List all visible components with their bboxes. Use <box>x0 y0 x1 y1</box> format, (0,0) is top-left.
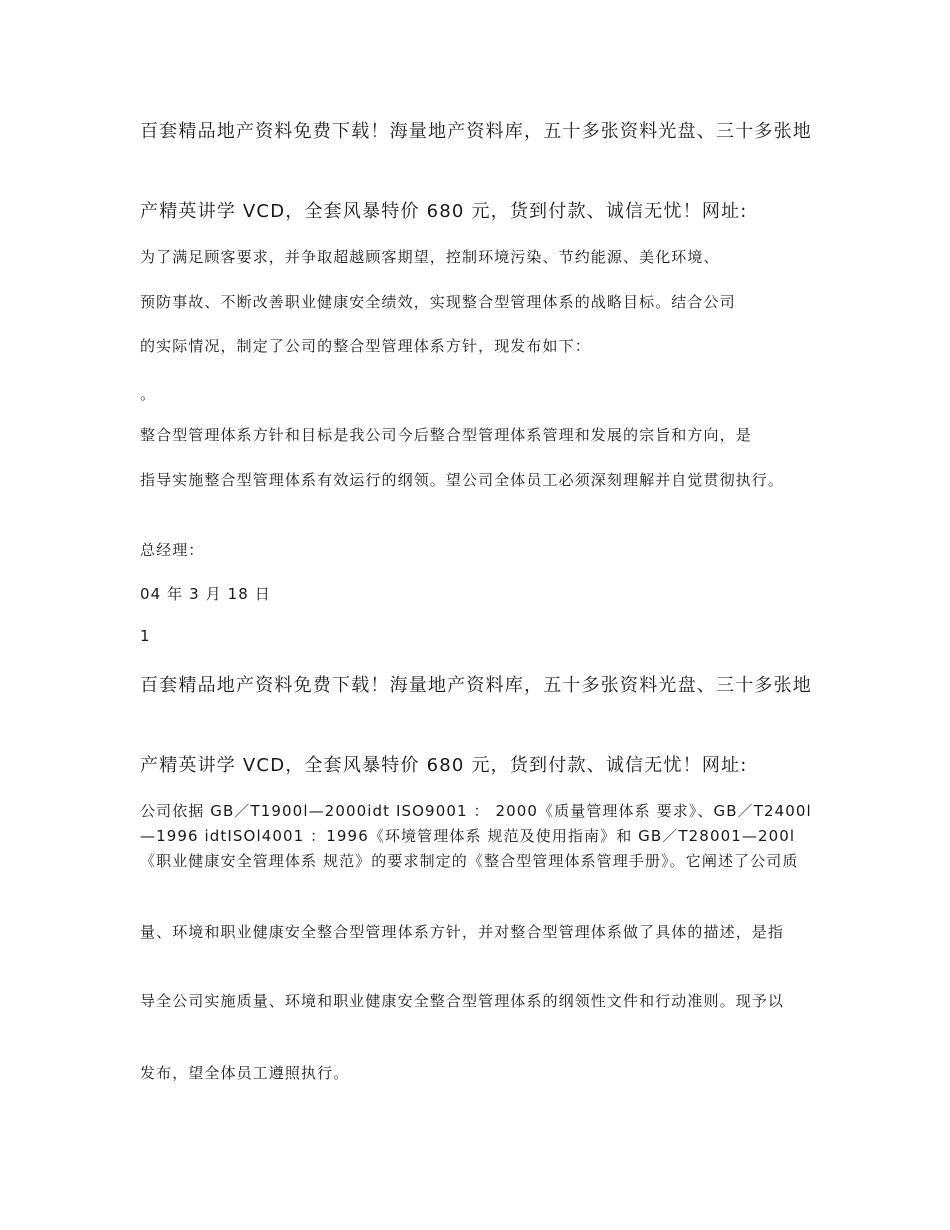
paragraph: 发布，望全体员工遵照执行。 <box>140 1064 350 1082</box>
paragraph: 整合型管理体系方针和目标是我公司今后整合型管理体系管理和发展的宗旨和方向，是 <box>140 426 752 444</box>
ad-line-2: 产精英讲学 VCD，全套风暴特价 680 元，货到付款、诚信无忧！网址: <box>140 201 748 222</box>
paragraph: 预防事故、不断改善职业健康安全绩效，实现整合型管理体系的战略目标。结合公司 <box>140 293 736 311</box>
ad-line-1: 百套精品地产资料免费下载！海量地产资料库，五十多张资料光盘、三十多张地 <box>140 121 812 142</box>
ad-line-2: 产精英讲学 VCD，全套风暴特价 680 元，货到付款、诚信无忧！网址: <box>140 755 748 776</box>
paragraph: 的实际情况，制定了公司的整合型管理体系方针，现发布如下： <box>140 337 591 355</box>
signatory-label: 总经理： <box>140 541 205 559</box>
date-text: 04 年 3 月 18 日 <box>140 585 271 603</box>
paragraph: 。 <box>140 385 157 403</box>
paragraph: 为了满足顾客要求，并争取超越顾客期望，控制环境污染、节约能源、美化环境、 <box>140 248 720 266</box>
ad-line-1: 百套精品地产资料免费下载！海量地产资料库，五十多张资料光盘、三十多张地 <box>140 675 812 696</box>
paragraph: 量、环境和职业健康安全整合型管理体系方针，并对整合型管理体系做了具体的描述，是指 <box>140 923 785 941</box>
paragraph: 指导实施整合型管理体系有效运行的纲领。望公司全体员工必须深刻理解并自觉贯彻执行。 <box>140 471 785 489</box>
page-number: 1 <box>140 627 151 645</box>
paragraph: 公司依据 GB／T1900l—2000idt ISO9001 ： 2000《质量管理体系 要求》、GB／T2400l—1996 idtISOl4001 ：1996《环境管理体系 规范及使用指南》和 GB／T28001—200l《职业健康安全管理体系 规范》的要求制定的《整合型管理体系管理手册》。它阐述了公司质 <box>140 802 812 870</box>
document-page <box>140 0 815 1230</box>
paragraph: 导全公司实施质量、环境和职业健康安全整合型管理体系的纲领性文件和行动准则。现予以 <box>140 992 785 1010</box>
